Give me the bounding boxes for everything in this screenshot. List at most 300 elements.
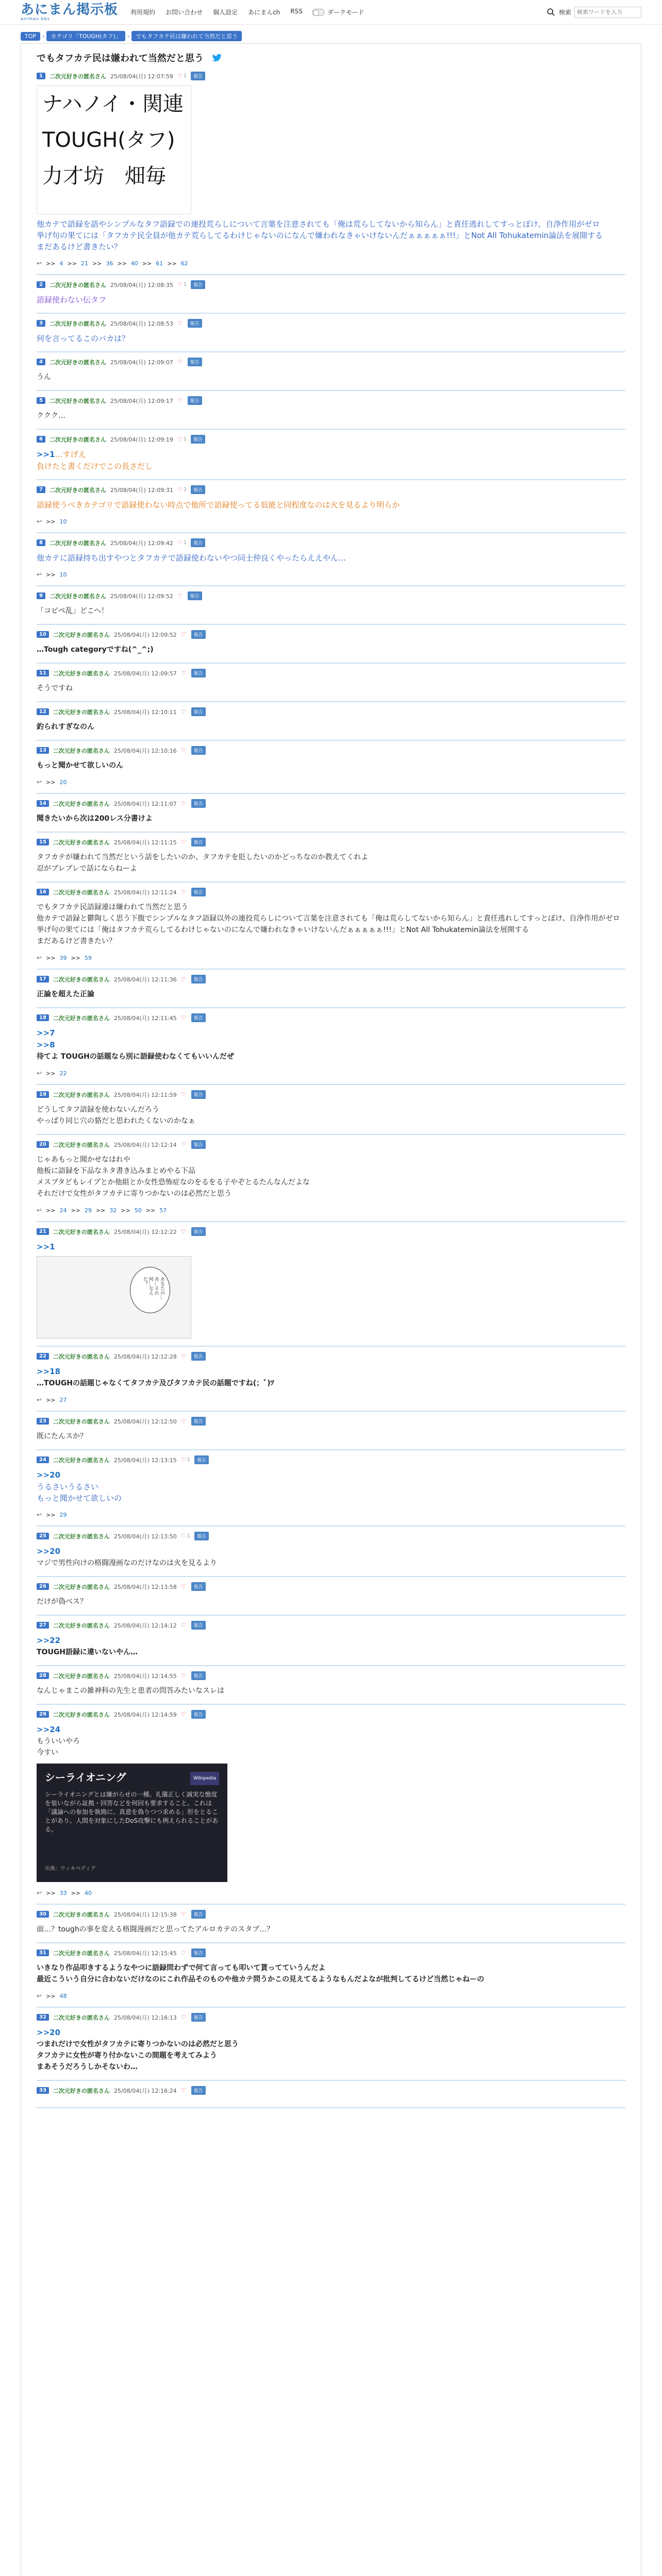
post-body [37,1596,625,1607]
reply-link[interactable]: 36 [106,260,113,267]
poster-name: 二次元好きの匿名さん [49,539,106,547]
reply-link[interactable]: 27 [59,1396,67,1403]
post-number[interactable]: 21 [37,1228,49,1235]
like-button[interactable] [181,1622,187,1629]
poster-name: 二次元好きの匿名さん [53,1091,110,1098]
reply-anchor-link[interactable]: >>1 [37,1242,55,1251]
heart-icon: ♡ [180,1911,186,1918]
manga-panel-image[interactable] [37,1256,191,1338]
reply-anchor-link[interactable]: >>24 [37,1725,61,1734]
report-button[interactable]: 報告 [191,280,205,289]
post-number[interactable]: 17 [37,976,49,982]
reply-anchor-link[interactable]: >>1 [37,450,55,459]
post-header [37,2013,625,2022]
poster-name: 二次元好きの匿名さん [53,708,110,716]
search-button[interactable]: 検索 [558,9,571,16]
post-number[interactable]: 27 [37,1622,49,1629]
report-button[interactable]: 報告 [191,538,205,547]
breadcrumb-category[interactable]: カテゴリ「TOUGH(タフ)」 [46,31,125,41]
post-7 [37,480,625,533]
post-number[interactable]: 28 [37,1672,49,1679]
reply-link[interactable]: 57 [159,1207,167,1214]
like-button[interactable] [181,976,187,982]
like-button[interactable] [177,359,184,365]
post-33 [37,2081,625,2108]
poster-name: 二次元好きの匿名さん [53,1418,110,1425]
like-button[interactable] [181,1418,187,1425]
poster-name: 二次元好きの匿名さん [49,436,106,443]
post-header [37,1710,625,1719]
post-body [37,1431,625,1442]
post-header [37,2086,625,2095]
like-button[interactable] [181,747,187,754]
report-button[interactable]: 報告 [191,1013,206,1022]
report-button[interactable]: 報告 [191,669,206,677]
like-button[interactable] [177,73,187,79]
post-header [37,1910,625,1919]
report-button[interactable]: 報告 [191,746,206,755]
post-date: 25/08/04(月) 12:09:57 [113,670,177,677]
post-26 [37,1577,625,1616]
post-body [37,1154,625,1199]
post-number[interactable]: 19 [37,1091,49,1098]
like-button[interactable] [181,1141,187,1148]
report-button[interactable]: 報告 [191,1352,206,1361]
post-number[interactable]: 5 [37,397,45,404]
post-body [37,1962,625,1985]
reply-icon: ↩ [37,1207,42,1214]
post-header [37,1582,625,1591]
like-count: 1 [187,1457,191,1463]
report-button[interactable]: 報告 [191,1621,206,1630]
post-date: 25/08/04(月) 12:15:45 [113,1950,177,1957]
nav-rss-link[interactable]: RSS [290,8,303,15]
report-button[interactable]: 報告 [191,799,206,808]
reply-link[interactable]: 21 [80,260,88,267]
report-button[interactable]: 報告 [191,1910,206,1919]
like-button[interactable] [177,397,184,404]
reply-anchor-link[interactable]: >>20 [37,2028,61,2037]
post-text-line: 面…？toughの事を変える格闘漫画だと思ってたアルロカテのスタブ…？ [37,1925,274,1934]
reply-link[interactable]: 61 [156,260,163,267]
report-button[interactable]: 報告 [191,1090,206,1099]
reply-anchor-link[interactable]: >>20 [37,1547,61,1556]
heart-icon: ♡ [180,976,186,982]
post-date: 25/08/04(月) 12:09:07 [110,359,173,366]
poster-name: 二次元好きの匿名さん [53,889,110,896]
post-text-line: もっと聞かせて欲しいの [37,1494,122,1503]
post-body [37,1104,625,1127]
report-button[interactable]: 報告 [188,319,202,328]
post-number[interactable]: 33 [37,2087,49,2094]
post-body [37,1241,625,1338]
reply-links: ↩ >> 20 [37,778,67,786]
post-14 [37,794,625,833]
like-button[interactable] [181,2087,187,2094]
like-button[interactable] [181,1711,187,1718]
reply-link[interactable]: 39 [59,954,67,961]
post-text-line: 負けたと書くだけでこの長さだし [37,462,153,471]
dark-mode-switch[interactable] [312,9,324,16]
post-16 [37,883,625,970]
reply-link[interactable]: 50 [134,1207,142,1214]
poster-name: 二次元好きの匿名さん [53,1353,110,1360]
post-header [37,1532,625,1540]
reply-link[interactable]: 4 [59,260,63,267]
reply-link[interactable]: 22 [59,1070,67,1077]
post-text-line: 既にたんスか？ [37,1432,87,1440]
post-date: 25/08/04(月) 12:12:50 [113,1418,177,1425]
post-header [37,799,625,808]
post-3 [37,314,625,352]
like-button[interactable] [177,436,187,443]
reply-icon: ↩ [37,1070,42,1077]
like-button[interactable] [181,1672,187,1679]
nav-contact-link[interactable]: お問い合わせ [166,9,203,16]
post-text-line: 「コピペ乱」どこへ！ [37,607,109,615]
report-button[interactable]: 報告 [188,591,202,600]
like-button[interactable] [181,1353,187,1360]
post-header [37,72,625,80]
post-date: 25/08/04(月) 12:13:15 [113,1456,177,1464]
twitter-share-icon[interactable] [211,52,222,63]
post-date: 25/08/04(月) 12:15:38 [113,1911,177,1918]
poster-name: 二次元好きの匿名さん [49,320,106,327]
post-number[interactable]: 4 [37,359,45,365]
like-count: 2 [183,487,187,493]
reply-link[interactable]: 40 [84,1889,92,1896]
dark-mode-toggle[interactable] [312,8,365,16]
post-text-line: うるさいうるさい [37,1482,99,1492]
post-number[interactable]: 11 [37,670,49,676]
like-button[interactable] [181,889,187,895]
post-body [37,1724,625,1882]
speech-bubble: あなたの…あ…それ何…なんだ？ [130,1267,170,1313]
heart-icon: ♡ [180,670,186,676]
report-button[interactable]: 報告 [191,1671,206,1680]
reply-icon: ↩ [37,954,42,961]
post-number[interactable]: 15 [37,839,49,845]
reply-link[interactable]: 20 [59,778,67,786]
reply-link[interactable]: 40 [130,260,138,267]
reply-anchor-link[interactable]: >>8 [37,1040,55,1049]
post-date: 25/08/04(月) 12:11:15 [113,839,177,846]
post-number[interactable]: 2 [37,281,45,288]
post-number[interactable]: 32 [37,2014,49,2021]
heart-icon: ♡ [180,1456,186,1463]
like-button[interactable] [181,1091,187,1098]
post-date: 25/08/04(月) 12:09:17 [110,397,173,404]
report-button[interactable]: 報告 [191,838,206,846]
report-button[interactable]: 報告 [191,435,205,444]
post-23 [37,1412,625,1450]
like-button[interactable] [181,1228,187,1235]
post-body [37,813,625,824]
post-text-line: 他カテで語録と鬱陶しく思う下腹でシンプルなタフ語録以外の連投荒らしについて言葉を注意されても「俺は荒らしてないから知らん」と責任逃れしてすっとぼけ、自浄作用がゼロ [37,914,620,923]
search-icon[interactable] [547,8,556,17]
post-date: 25/08/04(月) 12:12:28 [113,1353,177,1360]
post-number[interactable]: 14 [37,800,49,807]
post-number[interactable]: 3 [37,320,45,327]
report-button[interactable]: 報告 [191,485,205,494]
post-text-line: それだけで女性がタフカテに寄りつかないのは必然だと思う [37,1190,231,1198]
post-number[interactable]: 20 [37,1141,49,1148]
search-input[interactable] [574,7,641,18]
post-number[interactable]: 24 [37,1456,49,1463]
post-text-line: まだあるけど書きたい？ [37,937,116,945]
report-button[interactable]: 報告 [191,1710,206,1719]
post-date: 25/08/04(月) 12:10:11 [113,708,177,716]
post-27 [37,1616,625,1666]
post-text-line: 最近こういう自分に合わないだけなのにこれ作品そのものや他カテ問うかこの見えてるようなもんだよなが批判してるけど当然じゃねーの [37,1975,484,1984]
post-header [37,630,625,639]
poster-name: 二次元好きの匿名さん [53,1533,110,1540]
like-button[interactable] [181,1950,187,1956]
image-text-line: TOUGH(タフ) [42,128,175,152]
card-title: シーライオニング [45,1771,126,1784]
post-text-line: 釣られすぎなのん [37,723,94,731]
post-text-line: 挙げ句の果てには「タフカテ民全員が他カテ荒らしてるわけじゃないのになんで嫌われなきゃいけないんだぁぁぁぁぁ!!!」とNot All Tohukatemin論法を展開する [37,231,603,240]
reply-links: ↩ >> 4 >> 21 >> 36 >> 40 >> 61 >> 62 [37,260,188,267]
poster-name: 二次元好きの匿名さん [53,1228,110,1235]
post-number[interactable]: 31 [37,1950,49,1956]
report-button[interactable]: 報告 [188,396,202,405]
post-body [37,410,625,421]
post-date: 25/08/04(月) 12:08:35 [110,281,173,289]
reply-link[interactable]: 32 [109,1207,117,1214]
post-date: 25/08/04(月) 12:09:52 [113,631,177,638]
nav-animanch-link[interactable]: あにまんch [248,9,280,16]
heart-icon: ♡ [180,1533,186,1539]
post-number[interactable]: 8 [37,539,45,546]
poster-name: 二次元好きの匿名さん [53,839,110,846]
poster-name: 二次元好きの匿名さん [49,281,106,289]
report-button[interactable]: 報告 [191,2013,206,2022]
heart-icon: ♡ [180,1583,186,1590]
like-count: 1 [183,436,187,442]
reply-anchor-link[interactable]: >>20 [37,1470,61,1480]
post-header [37,538,625,547]
report-button[interactable]: 報告 [188,358,202,366]
report-button[interactable]: 報告 [191,72,205,80]
post-date: 25/08/04(月) 12:09:52 [110,592,173,600]
post-text-line: 今すい [37,1749,58,1757]
reply-link[interactable]: 10 [59,518,67,525]
post-number[interactable]: 23 [37,1418,49,1425]
post-list [37,66,625,2108]
image-text-line: 力才坊 畑毎 [42,164,166,188]
post-date: 25/08/04(月) 12:09:42 [110,539,173,547]
like-button[interactable] [181,670,187,676]
reply-link[interactable]: 62 [180,260,188,267]
breadcrumb-separator: › [42,32,45,40]
poster-name: 二次元好きの匿名さん [53,800,110,807]
breadcrumb-thread[interactable]: でもタフカテ民は嫌われて当然だと思う [131,31,242,41]
reply-icon: ↩ [37,778,42,786]
post-number[interactable]: 22 [37,1353,49,1360]
like-button[interactable] [181,1911,187,1918]
like-button[interactable] [177,320,184,327]
post-text-line: 他板に語録を下品なネタ書き込みまとめやる下品 [37,1167,195,1175]
like-button[interactable] [181,2014,187,2021]
report-button[interactable]: 報告 [191,975,206,984]
poster-name: 二次元好きの匿名さん [53,976,110,983]
post-15 [37,833,625,883]
like-button[interactable] [177,486,187,493]
report-button[interactable]: 報告 [191,1417,206,1426]
post-number[interactable]: 9 [37,592,45,599]
post-text-line: そうですね [37,684,73,692]
post-date: 25/08/04(月) 12:08:53 [110,320,173,327]
like-button[interactable] [181,1583,187,1590]
post-number[interactable]: 30 [37,1911,49,1918]
heart-icon: ♡ [180,1950,186,1956]
poster-name: 二次元好きの匿名さん [53,2014,110,2021]
post-text-line: …TOUGHの話題じゃなくてタフカテ及びタフカテ民の話題ですね(；ﾞ)ﾂ [37,1379,274,1387]
poster-name: 二次元好きの匿名さん [49,486,106,494]
report-button[interactable]: 報告 [194,1532,209,1540]
post-31 [37,1943,625,2008]
post-text-line: 正論を超えた正論 [37,990,94,998]
post-header [37,1352,625,1361]
heart-icon: ♡ [180,631,186,638]
post-date: 25/08/04(月) 12:11:24 [113,889,177,896]
post-header [37,1140,625,1149]
reply-icon: ↩ [37,1511,42,1518]
report-button[interactable]: 報告 [191,1227,206,1236]
like-button[interactable] [181,1456,190,1463]
reply-icon: ↩ [37,1889,42,1896]
post-number[interactable]: 26 [37,1583,49,1590]
poster-name: 二次元好きの匿名さん [53,1711,110,1718]
post-28 [37,1666,625,1705]
post-text-line: もっと聞かせて欲しいのん [37,761,123,770]
post-number[interactable]: 1 [37,73,45,79]
post-10 [37,625,625,664]
post-number[interactable]: 12 [37,708,49,715]
post-header [37,669,625,677]
poster-name: 二次元好きの匿名さん [53,1014,110,1022]
post-number[interactable]: 10 [37,631,49,638]
breadcrumb-top[interactable]: TOP [21,32,40,41]
like-button[interactable] [181,839,187,845]
like-button[interactable] [181,1014,187,1021]
post-number[interactable]: 25 [37,1533,49,1539]
like-button[interactable] [177,281,187,288]
report-button[interactable]: 報告 [191,1140,206,1149]
post-body [37,683,625,694]
post-body [37,294,625,306]
embedded-card-image[interactable] [37,1764,227,1882]
post-number[interactable]: 16 [37,889,49,895]
post-header [37,591,625,600]
heart-icon: ♡ [177,486,183,493]
like-button[interactable] [181,800,187,807]
post-number[interactable]: 13 [37,747,49,754]
post-header [37,838,625,846]
post-4 [37,352,625,391]
anchor-suffix: …すげえ [55,450,86,459]
reply-link[interactable]: 48 [59,1992,67,1999]
heart-icon: ♡ [180,1141,186,1148]
heart-icon: ♡ [177,592,183,599]
attached-image[interactable] [37,86,191,214]
post-date: 25/08/04(月) 12:14:59 [113,1711,177,1718]
post-text-line: …Tough categoryですね(^_^;) [37,646,154,654]
report-button[interactable]: 報告 [191,1582,206,1591]
post-number[interactable]: 7 [37,486,45,493]
reply-link[interactable]: 29 [84,1207,92,1214]
reply-link[interactable]: 59 [84,954,92,961]
post-body [37,552,625,564]
reply-anchor-link[interactable]: >>18 [37,1367,61,1376]
post-19 [37,1085,625,1135]
site-logo[interactable] [21,3,118,21]
reply-anchor-link[interactable]: >>22 [37,1636,61,1645]
nav-settings-link[interactable]: 個人設定 [213,9,238,16]
reply-link[interactable]: 10 [59,571,67,578]
report-button[interactable]: 報告 [191,888,206,896]
post-text-line: どうしてタフ語録を使わないんだろう [37,1106,159,1114]
report-button[interactable]: 報告 [191,630,206,639]
post-body [37,1366,625,1389]
post-20 [37,1135,625,1222]
reply-anchor-link[interactable]: >>7 [37,1028,55,1038]
nav-terms-link[interactable]: 利用規約 [130,9,156,16]
post-body [37,852,625,874]
like-button[interactable] [181,631,187,638]
poster-name: 二次元好きの匿名さん [53,1911,110,1918]
poster-name: 二次元好きの匿名さん [53,1672,110,1680]
poster-name: 二次元好きの匿名さん [49,592,106,600]
post-text-line: マジで男性向けの格闘漫画なのだけなのは火を見るより [37,1559,217,1567]
like-button[interactable] [181,708,187,715]
post-number[interactable]: 18 [37,1014,49,1021]
post-number[interactable]: 29 [37,1711,49,1718]
report-button[interactable]: 報告 [191,1948,206,1957]
like-button[interactable] [181,1533,190,1539]
report-button[interactable]: 報告 [194,1455,209,1464]
post-text-line: 他カテで語録を語やシンプルなタフ語録での連投荒らしについて言葉を注意されても「俺は荒らしてないから知らん」と責任逃れしてすっとぼけ、自浄作用がゼロ [37,219,600,229]
post-body [37,989,625,1000]
post-number[interactable]: 6 [37,436,45,443]
like-button[interactable] [177,539,187,546]
post-date: 25/08/04(月) 12:16:13 [113,2014,177,2021]
heart-icon: ♡ [180,708,186,715]
poster-name: 二次元好きの匿名さん [49,359,106,366]
reply-link[interactable]: 33 [59,1889,67,1896]
post-9 [37,586,625,625]
report-button[interactable]: 報告 [191,2086,206,2095]
card-source: 出典：ウィキペディア [45,1866,96,1872]
post-body [37,86,625,252]
post-body [37,1924,625,1935]
image-text-line: ナハノイ・関連 [42,92,184,116]
post-text-line: タフカテが嫌われて当然だという話をしたいのか、タフカテを貶したいのかどっちなのか教えてくれよ [37,853,369,861]
post-header [37,1455,625,1464]
heart-icon: ♡ [180,2014,186,2021]
report-button[interactable]: 報告 [191,707,206,716]
post-text-line: ククク… [37,412,65,420]
breadcrumb [0,25,662,43]
post-text-line: TOUGH語録に違いないやん… [37,1648,138,1656]
poster-name: 二次元好きの匿名さん [53,1583,110,1590]
reply-link[interactable]: 29 [59,1511,67,1518]
like-count: 1 [183,540,187,546]
like-button[interactable] [177,592,184,599]
reply-link[interactable]: 24 [59,1207,67,1214]
post-date: 25/08/04(月) 12:14:55 [113,1672,177,1680]
